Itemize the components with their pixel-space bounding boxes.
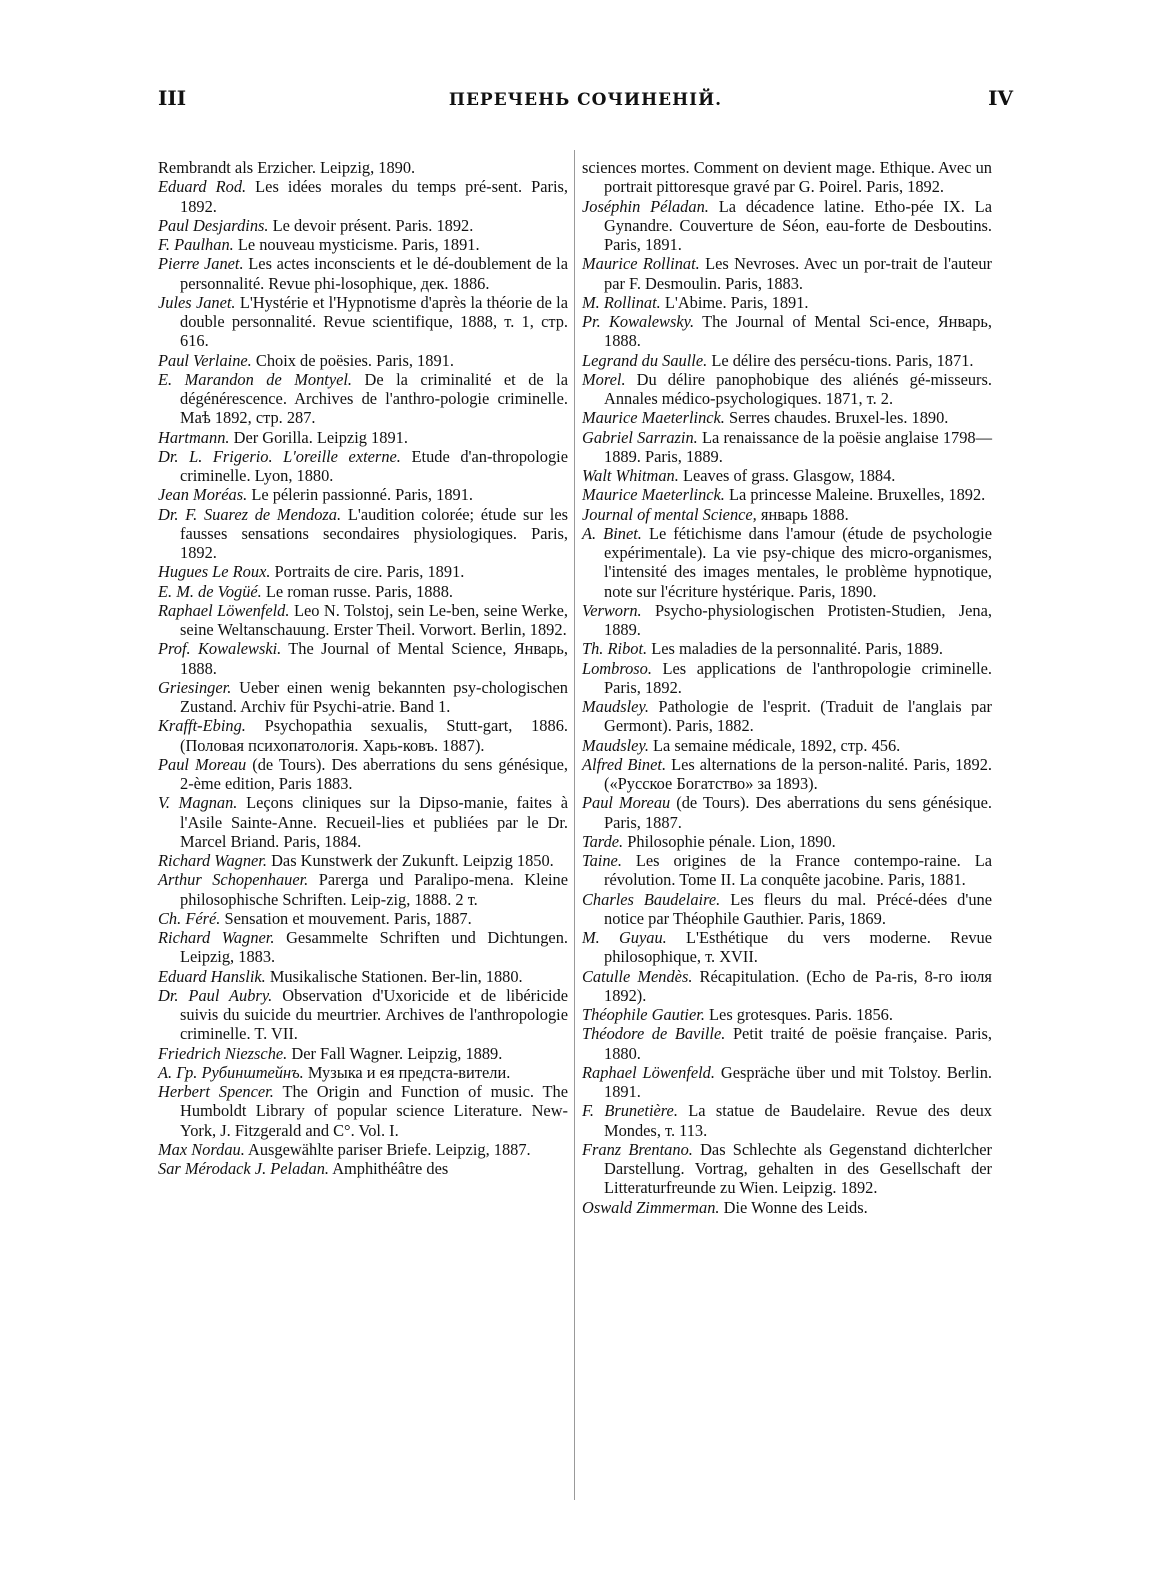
entry-text: Le fétichisme dans l'amour (étude de psychologie expérimentale). La vie psy-chique des micro-organismes, l'intensité des images mentales, le problème hypnotique, note sur l'écriture hystérique. Paris, 1890. xyxy=(604,523,992,601)
entry-text: The Journal of Mental Sci-ence, Январь, 1888. xyxy=(604,312,993,351)
entry-text: Les fleurs du mal. Précé-dées d'une notice par Théophile Gauthier. Paris, 1869. xyxy=(604,889,992,928)
bibliography-entry xyxy=(582,928,992,967)
bibliography-entry xyxy=(158,254,568,293)
bibliography-entry xyxy=(158,485,568,504)
entry-text: Petit traité de poësie française. Paris, 1880. xyxy=(604,1024,992,1063)
entry-text: Der Gorilla. Leipzig 1891. xyxy=(233,427,408,447)
entry-author: Raphael Löwenfeld. xyxy=(158,600,290,620)
bibliography-entry xyxy=(582,197,992,255)
bibliography-right-column xyxy=(582,158,992,1217)
bibliography-entry xyxy=(158,177,568,216)
entry-author: Pierre Janet. xyxy=(158,254,244,274)
bibliography-entry xyxy=(158,601,568,640)
bibliography-entry xyxy=(582,370,992,409)
entry-author: Dr. F. Suarez de Mendoza. xyxy=(158,504,342,524)
entry-author: Ch. Féré. xyxy=(158,908,221,928)
entry-text: (de Tours). Des aberrations du sens génésique. Paris, 1887. xyxy=(604,793,992,832)
entry-author: Joséphin Péladan. xyxy=(582,196,709,216)
entry-text: Musikalische Stationen. Ber-lin, 1880. xyxy=(269,966,523,986)
entry-text: Le roman russe. Paris, 1888. xyxy=(265,581,453,601)
entry-author: Verworn. xyxy=(582,600,642,620)
bibliography-entry xyxy=(158,716,568,755)
entry-text: Observation d'Uxoricide et de libéricide suivis du suicide du meurtrier. Archives de l'anthropologie criminelle. T. VII. xyxy=(180,985,568,1044)
entry-text: Les idées morales du temps pré-sent. Paris, 1892. xyxy=(180,177,568,216)
entry-author: V. Magnan. xyxy=(158,793,238,813)
entry-text: Etude d'an-thropologie criminelle. Lyon, 1880. xyxy=(180,446,568,485)
bibliography-entry xyxy=(582,890,992,929)
entry-author: Prof. Kowalewski. xyxy=(158,639,282,659)
bibliography-entry xyxy=(582,428,992,467)
entry-author: Griesinger. xyxy=(158,677,232,697)
entry-author: Maudsley. xyxy=(582,735,649,755)
entry-text: Das Kunstwerk der Zukunft. Leipzig 1850. xyxy=(271,851,554,870)
entry-author: F. Brunetière. xyxy=(582,1101,678,1121)
bibliography-entry xyxy=(158,1044,568,1063)
entry-author: Journal of mental Science, xyxy=(582,504,757,524)
entry-text: Choix de poësies. Paris, 1891. xyxy=(255,350,454,370)
bibliography-entry xyxy=(158,967,568,986)
entry-text: L'Esthétique du vers moderne. Revue philosophique, т. XVII. xyxy=(604,928,992,967)
entry-author: Dr. L. Frigerio. L'oreille externe. xyxy=(158,446,401,466)
entry-author: Taine. xyxy=(582,851,622,870)
bibliography-entry xyxy=(158,1082,568,1140)
bibliography-entry xyxy=(158,447,568,486)
entry-author: Paul Moreau xyxy=(582,793,671,813)
bibliography-entry xyxy=(158,562,568,581)
entry-author: Richard Wagner. xyxy=(158,851,267,870)
entry-author: Eduard Hanslik. xyxy=(158,966,266,986)
entry-text: Du délire panophobique des aliénés gé-misseurs. Annales médico-psychologiques. 1871, т. 2. xyxy=(604,369,992,408)
entry-text: Leçons cliniques sur la Dipso-manie, faites à l'Asile Sainte-Anne. Recueil-lies et publiées par le Dr. Marcel Briand. Paris, 1884. xyxy=(180,793,568,851)
entry-author: Maurice Maeterlinck. xyxy=(582,408,725,428)
bibliography-entry xyxy=(582,967,992,1006)
entry-text: Ueber einen wenig bekannten psy-chologischen Zustand. Archiv für Psychi-atrie. Band 1. xyxy=(180,677,568,716)
bibliography-entry xyxy=(582,505,992,524)
entry-author: Alfred Binet. xyxy=(582,754,667,774)
bibliography-entry xyxy=(158,293,568,351)
entry-text: Les maladies de la personnalité. Paris, 1889. xyxy=(651,639,944,659)
entry-text: Récapitulation. (Echo de Pa-ris, 8-го іюля 1892). xyxy=(604,966,992,1005)
entry-author: Maudsley. xyxy=(582,697,649,716)
entry-text: De la criminalité et de la dégénérescence. Archives de l'anthro-pologie criminelle. Маѣ 1892, стр. 287. xyxy=(180,369,568,428)
entry-text: The Origin and Function of music. The Humboldt Library of popular science Literature. New-York, J. Fitzgerald and C°. Vol. I. xyxy=(180,1082,568,1140)
entry-text: Gespräche über und mit Tolstoy. Berlin. 1891. xyxy=(604,1062,993,1101)
page-number-right: IV xyxy=(988,86,1013,110)
bibliography-entry xyxy=(158,851,568,870)
bibliography-entry xyxy=(582,408,992,427)
bibliography-entry xyxy=(158,793,568,851)
bibliography-entry xyxy=(158,158,568,177)
entry-text: Philosophie pénale. Lion, 1890. xyxy=(627,831,836,851)
entry-author: Paul Desjardins. xyxy=(158,215,269,235)
entry-author: Th. Ribot. xyxy=(582,639,648,659)
entry-author: Raphael Löwenfeld. xyxy=(582,1062,715,1082)
bibliography-entry xyxy=(158,1159,568,1178)
bibliography-entry xyxy=(582,312,992,351)
bibliography-entry xyxy=(158,1063,568,1082)
entry-text: Les alternations de la person-nalité. Paris, 1892. («Русское Богатство» за 1893). xyxy=(604,754,992,793)
entry-author: Herbert Spencer. xyxy=(158,1082,274,1101)
entry-author: Eduard Rod. xyxy=(158,177,247,197)
entry-text: Les origines de la France contempo-raine. La révolution. Tome II. La conquête jacobine. Paris, 1881. xyxy=(604,851,992,890)
entry-author: Morel. xyxy=(582,369,626,389)
entry-author: Walt Whitman. xyxy=(582,466,679,485)
bibliography-left-column xyxy=(158,158,568,1178)
entry-text: Les grotesques. Paris. 1856. xyxy=(709,1005,893,1024)
bibliography-entry xyxy=(582,1063,992,1102)
bibliography-entry xyxy=(582,293,992,312)
entry-author: Max Nordau. xyxy=(158,1139,245,1159)
bibliography-entry xyxy=(158,870,568,909)
bibliography-entry xyxy=(582,639,992,658)
bibliography-entry xyxy=(582,1024,992,1063)
entry-author: E. M. de Vogüé. xyxy=(158,581,262,601)
entry-text: Le devoir présent. Paris. 1892. xyxy=(272,215,474,235)
entry-author: Maurice Rollinat. xyxy=(582,254,700,274)
bibliography-entry xyxy=(582,1198,992,1217)
entry-author: M. Guyau. xyxy=(582,928,667,947)
entry-author: Théophile Gautier. xyxy=(582,1005,705,1024)
page-header xyxy=(158,86,1013,120)
bibliography-entry xyxy=(158,909,568,928)
entry-author: Gabriel Sarrazin. xyxy=(582,427,698,447)
entry-author: Sar Mérodack J. Peladan. xyxy=(158,1159,329,1178)
bibliography-entry xyxy=(582,755,992,794)
entry-text: Die Wonne des Leids. xyxy=(723,1197,868,1217)
bibliography-entry xyxy=(158,639,568,678)
entry-text: Sensation et mouvement. Paris, 1887. xyxy=(224,908,472,928)
bibliography-entry xyxy=(582,1140,992,1198)
entry-author: Richard Wagner. xyxy=(158,928,275,947)
entry-author: А. Гр. Рубинштейнъ. xyxy=(158,1062,304,1082)
entry-text: The Journal of Mental Science, Январь, 1888. xyxy=(180,639,568,678)
entry-author: Jules Janet. xyxy=(158,292,236,312)
entry-author: Franz Brentano. xyxy=(582,1139,693,1159)
bibliography-entry xyxy=(582,832,992,851)
entry-text: Pathologie de l'esprit. (Traduit de l'anglais par Germont). Paris, 1882. xyxy=(604,697,992,736)
entry-author: Pr. Kowalewsky. xyxy=(582,312,695,331)
entry-text: Rembrandt als Erzicher. Leipzig, 1890. xyxy=(158,158,416,177)
bibliography-entry xyxy=(158,216,568,235)
entry-text: L'Abime. Paris, 1891. xyxy=(664,292,809,312)
entry-author: Charles Baudelaire. xyxy=(582,889,721,909)
entry-text: Das Schlechte als Gegenstand dichterlcher Darstellung. Vortrag, gehalten in des Gesellschaft der Litteraturfreunde zu Wien. Leipzig. 1892. xyxy=(604,1139,992,1198)
bibliography-entry xyxy=(158,678,568,717)
entry-text: Serres chaudes. Bruxel-les. 1890. xyxy=(729,408,949,428)
entry-author: Théodore de Baville. xyxy=(582,1024,726,1044)
entry-text: Parerga und Paralipo-mena. Kleine philosophische Schriften. Leip-zig, 1888. 2 т. xyxy=(180,870,568,909)
entry-text: Le pélerin passionné. Paris, 1891. xyxy=(251,485,474,505)
entry-author: Hartmann. xyxy=(158,427,230,447)
running-title: ПЕРЕЧЕНЬ СОЧИНЕНІЙ. xyxy=(448,90,723,110)
entry-author: A. Binet. xyxy=(582,523,642,543)
entry-author: Paul Verlaine. xyxy=(158,350,252,370)
entry-text: La décadence latine. Etho-pée IX. La Gynandre. Couverture de Séon, eau-forte de Desboutins. Paris, 1891. xyxy=(604,196,992,254)
bibliography-entry xyxy=(158,755,568,794)
entry-text: sciences mortes. Comment on devient mage. Ethique. Avec un portrait pittoresque gravé par G. Poirel. Paris, 1892. xyxy=(582,158,992,197)
bibliography-entry xyxy=(158,986,568,1044)
bibliography-entry xyxy=(158,370,568,428)
entry-text: Psycho-physiologischen Protisten-Studien, Jena, 1889. xyxy=(604,600,992,639)
entry-author: Jean Moréas. xyxy=(158,485,248,505)
bibliography-entry xyxy=(582,158,992,197)
bibliography-entry xyxy=(582,697,992,736)
bibliography-entry xyxy=(158,428,568,447)
entry-text: Le nouveau mysticisme. Paris, 1891. xyxy=(237,235,480,254)
entry-text: Les Nevroses. Avec un por-trait de l'auteur par F. Desmoulin. Paris, 1883. xyxy=(604,254,992,293)
entry-text: Amphithéâtre des xyxy=(332,1159,449,1178)
entry-author: Lombroso. xyxy=(582,658,652,678)
entry-text: Leo N. Tolstoj, sein Le-ben, seine Werke, seine Weltanschauung. Erster Theil. Vorwort. Berlin, 1892. xyxy=(180,600,568,639)
entry-author: Arthur Schopenhauer. xyxy=(158,870,309,890)
bibliography-entry xyxy=(582,524,992,601)
bibliography-entry xyxy=(582,793,992,832)
entry-text: La statue de Baudelaire. Revue des deux Mondes, т. 113. xyxy=(604,1101,992,1140)
bibliography-entry xyxy=(582,851,992,890)
entry-text: La renaissance de la poësie anglaise 1798—1889. Paris, 1889. xyxy=(604,427,992,466)
bibliography-entry xyxy=(582,485,992,504)
bibliography-entry xyxy=(582,466,992,485)
entry-text: Portraits de cire. Paris, 1891. xyxy=(274,562,465,582)
bibliography-entry xyxy=(158,1140,568,1159)
entry-text: (de Tours). Des aberrations du sens génésique, 2-ème edition, Paris 1883. xyxy=(180,754,568,793)
entry-author: Hugues Le Roux. xyxy=(158,562,271,582)
bibliography-entry xyxy=(582,659,992,698)
entry-author: Tarde. xyxy=(582,831,624,851)
entry-text: La semaine médicale, 1892, стр. 456. xyxy=(653,735,901,755)
entry-text: Les applications de l'anthropologie criminelle. Paris, 1892. xyxy=(604,658,993,697)
bibliography-entry xyxy=(158,928,568,967)
entry-text: L'Hystérie et l'Hypnotisme d'après la théorie de la double personnalité. Revue scientifique, 1888, т. 1, стр. 616. xyxy=(180,292,568,351)
entry-author: Maurice Maeterlinck. xyxy=(582,485,725,505)
entry-author: Catulle Mendès. xyxy=(582,966,693,986)
bibliography-entry xyxy=(582,1005,992,1024)
bibliography-entry xyxy=(582,601,992,640)
entry-text: Der Fall Wagner. Leipzig, 1889. xyxy=(291,1043,503,1063)
entry-text: Leaves of grass. Glasgow, 1884. xyxy=(682,466,896,485)
entry-text: Gesammelte Schriften und Dichtungen. Leipzig, 1883. xyxy=(180,928,568,967)
entry-author: Friedrich Niezsche. xyxy=(158,1043,288,1063)
bibliography-entry xyxy=(158,351,568,370)
entry-text: La princesse Maleine. Bruxelles, 1892. xyxy=(729,485,986,505)
entry-author: Krafft-Ebing. xyxy=(158,716,246,736)
entry-author: Legrand du Saulle. xyxy=(582,350,708,370)
entry-author: M. Rollinat. xyxy=(582,292,661,312)
bibliography-entry xyxy=(158,582,568,601)
entry-text: Les actes inconscients et le dé-doublement de la personnalité. Revue phi-losophique, дек. 1886. xyxy=(180,254,568,293)
entry-author: E. Marandon de Montyel. xyxy=(158,369,353,389)
bibliography-entry xyxy=(582,351,992,370)
bibliography-entry xyxy=(582,736,992,755)
entry-text: Музыка и ея предста-вители. xyxy=(307,1062,511,1082)
entry-text: Ausgewählte pariser Briefe. Leipzig, 1887. xyxy=(248,1139,531,1159)
entry-text: L'audition colorée; étude sur les fausses sensations secondaires physiologiques. Paris, 1892. xyxy=(180,504,568,562)
entry-author: Oswald Zimmerman. xyxy=(582,1197,720,1217)
column-divider xyxy=(574,150,575,1500)
entry-text: Le délire des persécu-tions. Paris, 1871. xyxy=(711,350,974,370)
bibliography-entry xyxy=(582,1101,992,1140)
bibliography-entry xyxy=(158,505,568,563)
bibliography-entry xyxy=(158,235,568,254)
bibliography-entry xyxy=(582,254,992,293)
entry-author: Dr. Paul Aubry. xyxy=(158,985,273,1005)
entry-author: F. Paulhan. xyxy=(158,235,234,254)
entry-text: Psychopathia sexualis, Stutt-gart, 1886. (Половая психопатологія. Харь-ковъ. 1887). xyxy=(180,716,568,755)
entry-author: Paul Moreau xyxy=(158,754,247,774)
entry-text: январь 1888. xyxy=(760,504,849,524)
page-number-left: III xyxy=(158,86,187,110)
